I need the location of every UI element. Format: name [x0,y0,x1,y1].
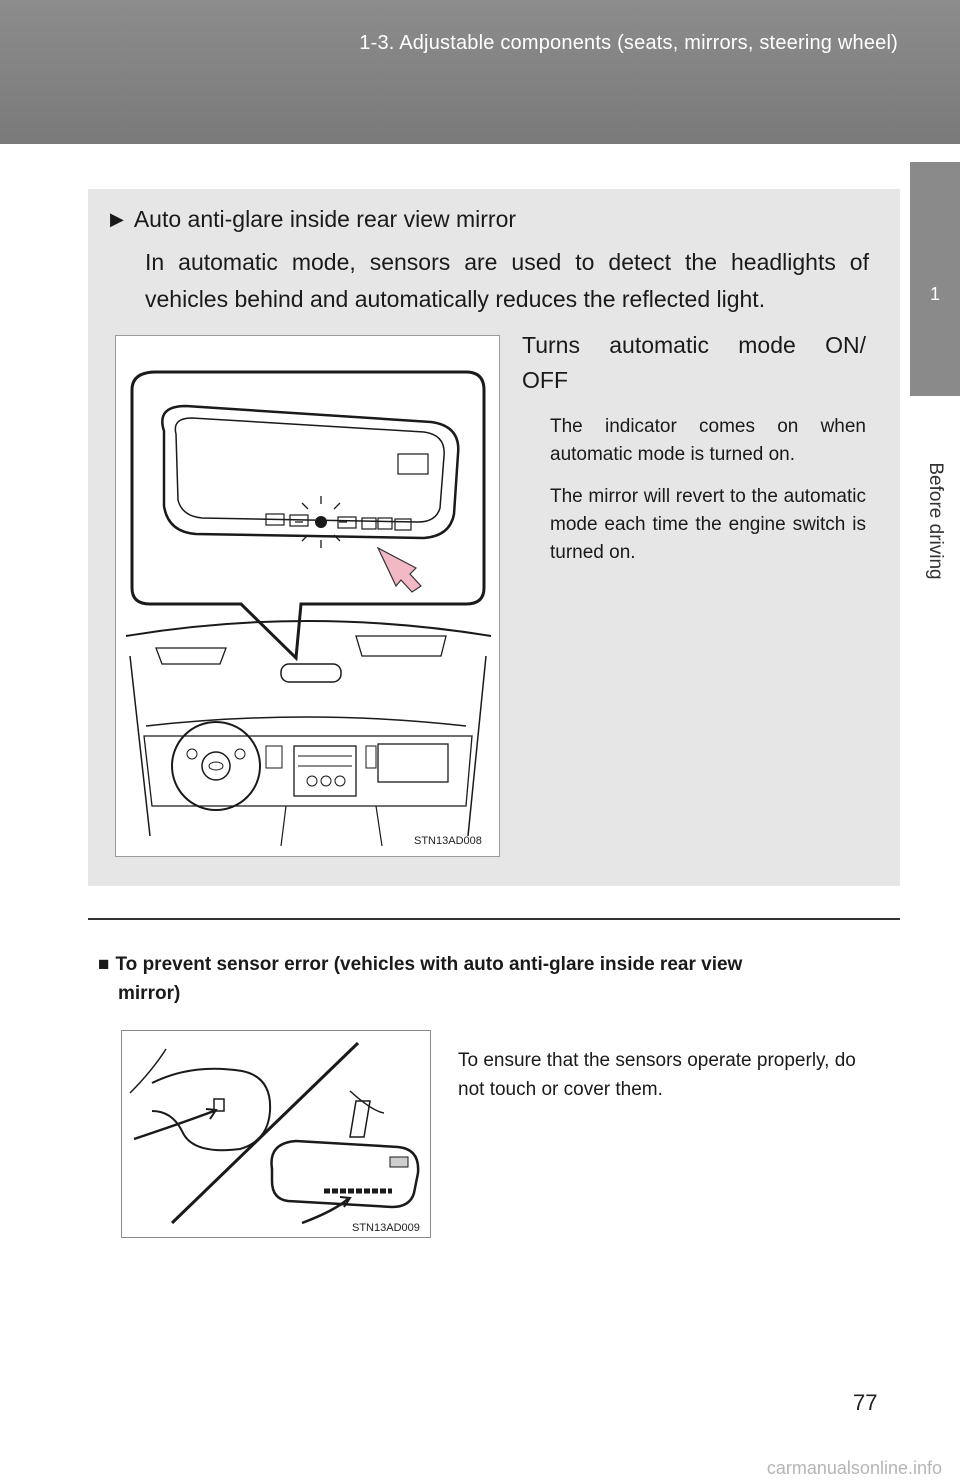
section-heading-line1: To prevent sensor error (vehicles with auto anti-glare inside rear view [115,954,743,975]
mirror-description: In automatic mode, sensors are used to detect the headlights of vehicles behind and automatically reduces the reflected light. [145,249,869,312]
figure-code-1: STN13AD008 [414,835,482,847]
bullet-heading-text: Auto anti-glare inside rear view mirror [133,206,517,232]
sensor-illustration-svg [122,1031,430,1237]
sensor-paragraph: To ensure that the sensors operate properly, do not touch or cover them. [458,1050,856,1100]
triangle-bullet-icon: ▶ [110,209,124,229]
chapter-label [910,396,960,646]
turns-word-3: mode [738,332,796,358]
mirror-illustration [115,335,500,857]
section-heading [98,950,888,1008]
chapter-tab [910,162,960,396]
watermark: carmanualsonline.info [766,1458,942,1478]
section-heading-line2: mirror) [118,983,181,1004]
sensor-illustration [121,1030,431,1238]
revert-note: The mirror will revert to the automatic mode each time the engine switch is turned on. [550,486,866,563]
page-header [0,0,960,144]
mirror-illustration-svg [116,336,499,856]
page-number: 77 [853,1390,878,1415]
turns-text [522,328,866,398]
indicator-note: The indicator comes on when automatic mode is turned on. [550,416,866,465]
bullet-heading [110,206,516,233]
turns-word-1: Turns [522,332,580,358]
section-divider [88,918,900,920]
turns-line-1 [522,328,866,363]
chapter-title: 1-3. Adjustable components (seats, mirrors, steering wheel) [359,32,898,54]
turns-line-2: OFF [522,367,568,393]
chapter-label-text: Before driving [925,462,946,580]
figure-code-2: STN13AD009 [352,1222,420,1234]
turns-word-2: automatic [609,332,709,358]
square-bullet-icon: ■ [98,954,110,975]
turns-word-4: ON/ [825,332,866,358]
chapter-number: 1 [929,284,940,304]
